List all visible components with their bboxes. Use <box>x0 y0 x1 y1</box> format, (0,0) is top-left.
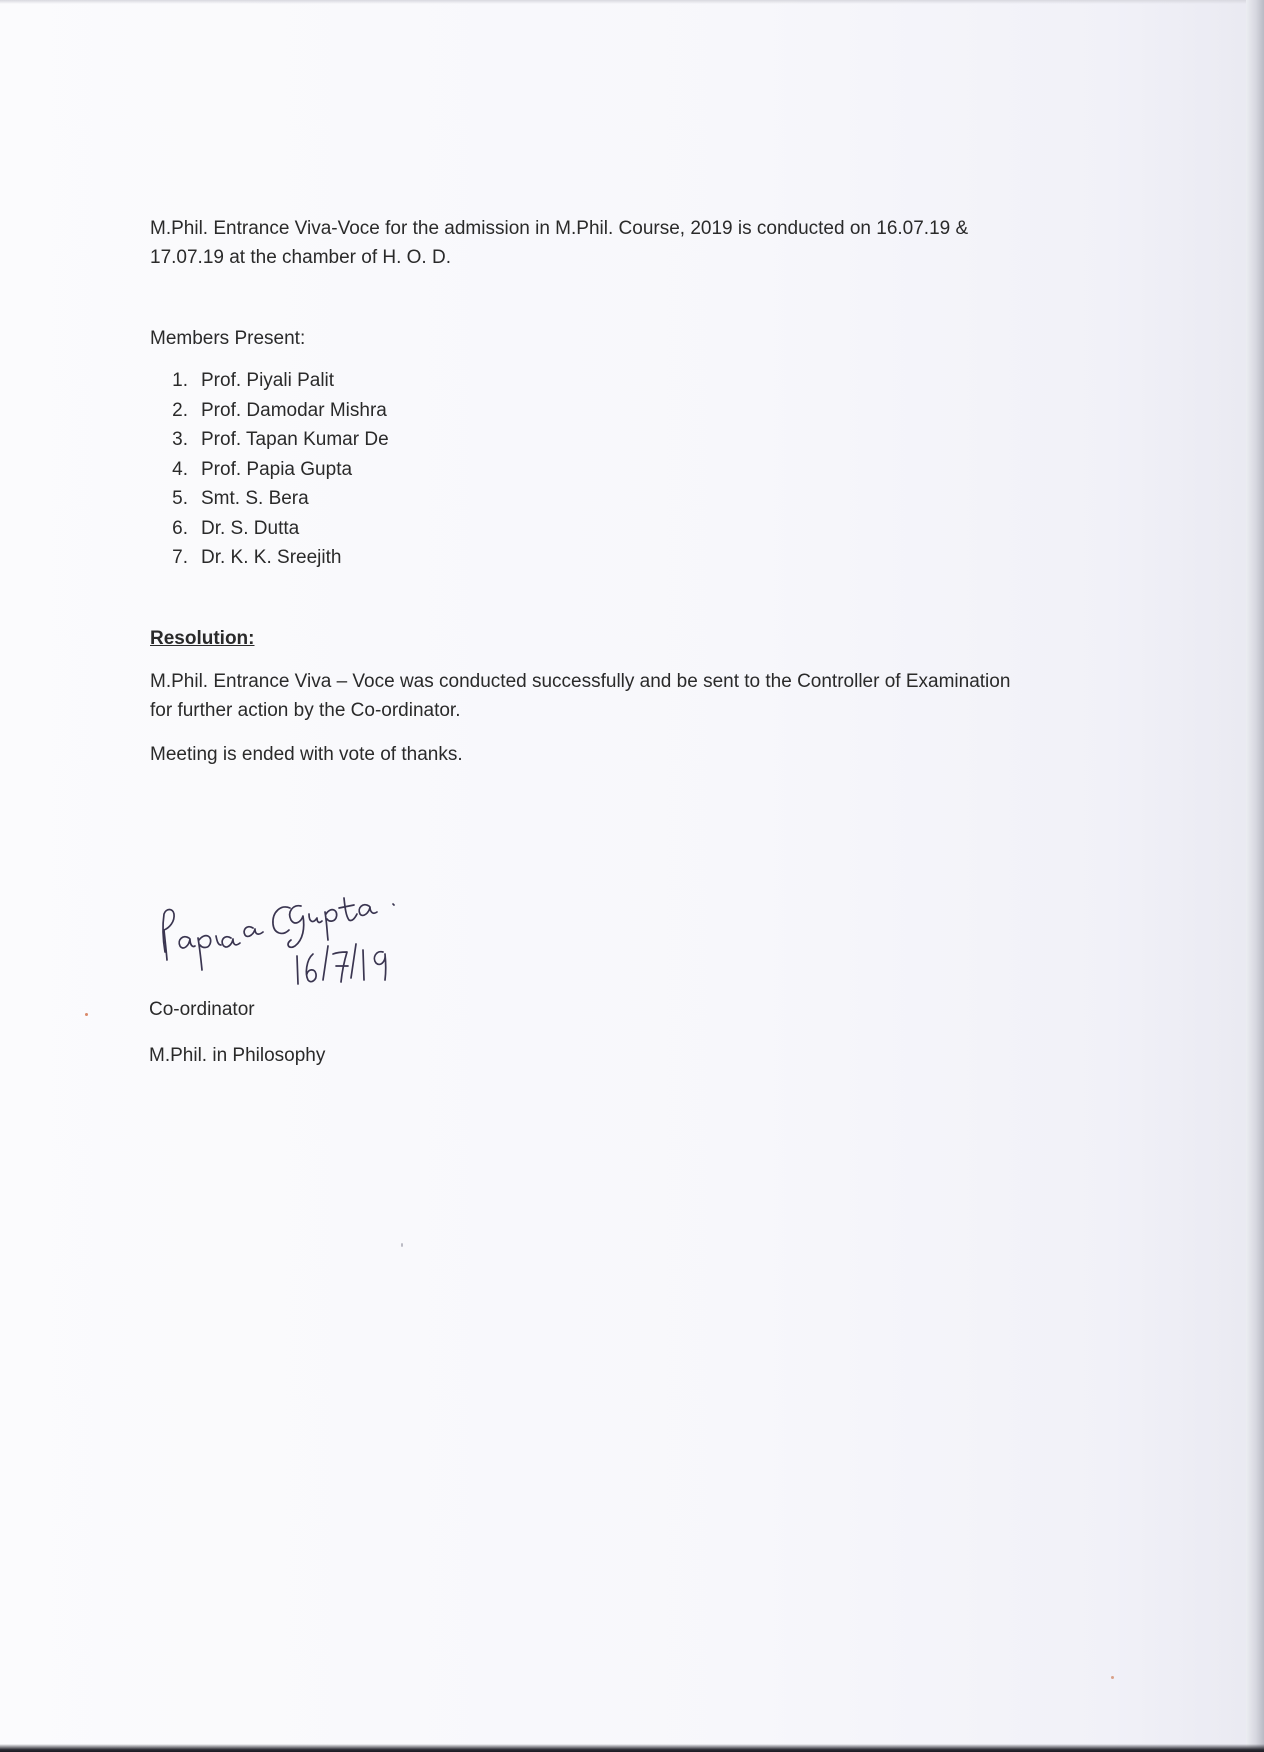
signatory-title: Co-ordinator <box>149 999 255 1020</box>
scan-top-edge <box>0 0 1250 4</box>
member-item <box>150 514 1090 544</box>
resolution-line: M.Phil. Entrance Viva – Voce was conducted successfully and be sent to the Controller of Examination <box>150 670 1011 692</box>
resolution-line: for further action by the Co-ordinator. <box>150 699 461 721</box>
member-number: 5. <box>172 488 188 509</box>
intro-line: 17.07.19 at the chamber of H. O. D. <box>150 247 451 268</box>
closing-statement: Meeting is ended with vote of thanks. <box>150 743 463 765</box>
members-list <box>150 366 1090 573</box>
member-name: Smt. S. Bera <box>201 488 309 509</box>
member-name: Prof. Damodar Mishra <box>201 399 387 421</box>
signatory-block <box>149 995 325 1070</box>
member-number: 4. <box>172 458 188 480</box>
document-body <box>150 214 1090 769</box>
handwritten-signature <box>155 868 425 988</box>
member-name: Dr. S. Dutta <box>201 517 300 539</box>
scan-bottom-edge <box>0 1744 1264 1752</box>
members-heading: Members Present: <box>150 328 306 349</box>
member-item <box>150 543 1090 573</box>
member-number: 1. <box>172 370 188 391</box>
member-item <box>150 396 1090 426</box>
scan-speck <box>401 1243 403 1247</box>
signatory-department: M.Phil. in Philosophy <box>149 1045 326 1066</box>
scan-speck <box>85 1013 88 1016</box>
member-item <box>150 455 1090 485</box>
signature-drawing <box>155 868 425 988</box>
resolution-heading: Resolution: <box>150 627 255 649</box>
member-name: Prof. Tapan Kumar De <box>201 429 389 450</box>
member-name: Dr. K. K. Sreejith <box>201 547 342 568</box>
member-number: 6. <box>172 517 188 539</box>
intro-line: M.Phil. Entrance Viva-Voce for the admission in M.Phil. Course, 2019 is conducted on 16.07.19 & <box>150 218 969 239</box>
member-item <box>150 484 1090 514</box>
member-name: Prof. Piyali Palit <box>201 370 335 391</box>
scan-right-edge <box>1246 0 1264 1752</box>
resolution-paragraph <box>150 667 1090 725</box>
member-item <box>150 366 1090 396</box>
member-item <box>150 425 1090 455</box>
member-number: 2. <box>172 399 188 421</box>
member-number: 7. <box>172 547 188 568</box>
member-number: 3. <box>172 429 188 450</box>
member-name: Prof. Papia Gupta <box>201 458 353 480</box>
scan-speck <box>1111 1676 1114 1679</box>
intro-paragraph <box>150 214 1090 272</box>
